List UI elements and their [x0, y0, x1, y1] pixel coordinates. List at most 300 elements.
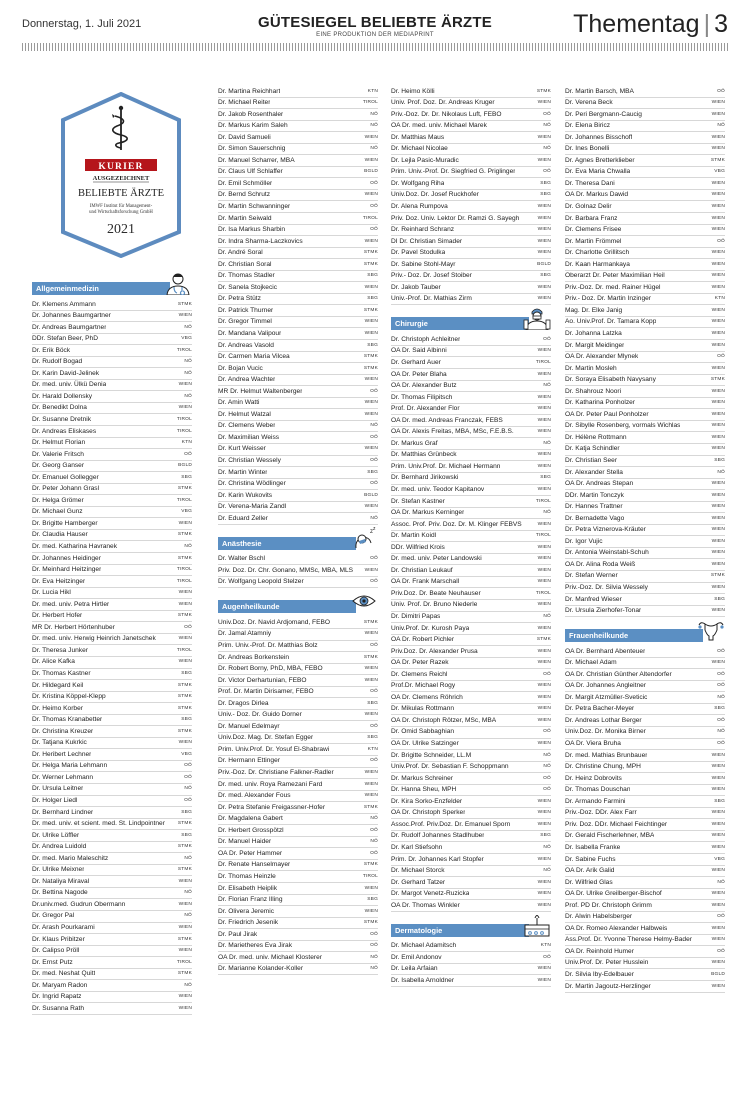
doctor-name: OA Dr. Peter Paul Ponholzer — [565, 410, 649, 418]
state-code: WIEN — [711, 764, 725, 770]
doctor-entry — [391, 554, 551, 566]
doctor-entry — [391, 427, 551, 439]
state-code: OÖ — [543, 787, 551, 793]
doctor-entry — [391, 508, 551, 520]
doctor-entry — [218, 929, 378, 941]
doctor-entry — [565, 594, 725, 606]
doctor-name: Dr. Walter Bschl — [218, 555, 266, 563]
state-code: WIEN — [178, 405, 192, 411]
doctor-name: Dr. med. Neshat Quitt — [32, 970, 96, 978]
doctor-name: Dr. Gerald Fischerlehner, MBA — [565, 832, 655, 840]
state-code: WIEN — [537, 706, 551, 712]
doctor-name: Dr. Susanne Dretnik — [32, 415, 92, 423]
doctor-name: Dr. Michael Storck — [391, 867, 445, 875]
masthead-subtitle: EINE PRODUKTION DER MEDIAPRINT — [316, 32, 434, 38]
doctor-name: Prof. Dr. Alexander Flor — [391, 405, 460, 413]
doctor-entry — [218, 248, 378, 260]
doctor-name: Dr. Thomas Kastner — [32, 670, 91, 677]
state-code: OÖ — [717, 238, 725, 244]
state-code: OÖ — [370, 556, 378, 562]
doctor-name: Dr. Stefan Kastner — [391, 497, 445, 505]
doctor-entry — [391, 144, 551, 156]
state-code: NÖ — [184, 890, 192, 896]
state-code: STMK — [710, 573, 725, 579]
doctor-name: DDr. Stefan Beer, PhD — [32, 335, 98, 343]
doctor-entry — [32, 992, 192, 1004]
doctor-name: OA Dr. Peter Razek — [391, 659, 449, 667]
doctor-name: OA Dr. Christoph Rötzer, MSc, MBA — [391, 716, 497, 724]
doctor-entry — [565, 178, 725, 190]
doctor-entry — [218, 490, 378, 502]
doctor-entry — [565, 294, 725, 306]
state-code: STMK — [363, 804, 378, 810]
doctor-entry — [218, 554, 378, 566]
state-code: NÖ — [184, 786, 192, 792]
doctor-entry — [391, 438, 551, 450]
doctor-name: Dr. Andreas Borkenstein — [218, 653, 290, 661]
doctor-entry — [565, 912, 725, 924]
doctor-entry — [218, 721, 378, 733]
doctor-entry — [32, 969, 192, 981]
doctor-entry — [565, 739, 725, 751]
state-code: SBG — [181, 809, 192, 815]
doctor-entry — [32, 715, 192, 727]
doctor-entry — [218, 565, 378, 577]
doctor-name: Univ.Prof. Dr. Kurosh Paya — [391, 624, 470, 632]
doctor-entry — [32, 380, 192, 392]
doctor-name: OA Dr. Thomas Winkler — [391, 901, 460, 909]
doctor-name: Dr. Hildegard Keil — [32, 681, 84, 689]
section-name: Thementag — [573, 10, 700, 38]
doctor-entry — [391, 577, 551, 589]
doctor-name: Dr. Petra Stefanie Freigassner-Hofer — [218, 803, 326, 811]
state-code: WIEN — [711, 891, 725, 897]
state-code: WIEN — [364, 134, 378, 140]
doctor-name: OA Dr. Alexis Freitas, MBA, MSc, F.E.B.S. — [391, 428, 514, 436]
doctor-name: Dr. Sanela Stojkecic — [218, 283, 278, 291]
state-code: WIEN — [711, 752, 725, 758]
state-code: WIEN — [711, 319, 725, 325]
state-code: WIEN — [537, 215, 551, 221]
doctor-name: Dr. med. Katharina Havranek — [32, 542, 118, 550]
doctor-entry — [218, 617, 378, 629]
doctor-name: Dr. Christine Chung, MPH — [565, 763, 641, 771]
doctor-entry — [391, 259, 551, 271]
doctor-entry — [565, 808, 725, 820]
state-code: OÖ — [717, 648, 725, 654]
state-code: OÖ — [370, 434, 378, 440]
doctor-entry — [32, 680, 192, 692]
doctor-entry — [565, 658, 725, 670]
category-header-allgemeinmedizin — [32, 275, 192, 295]
doctor-name: Univ. Prof. Doz. Dr. Andreas Kruger — [391, 99, 495, 107]
doctor-name: Dr. Bettina Nagode — [32, 889, 88, 897]
doctor-entry — [565, 213, 725, 225]
state-code: WIEN — [537, 625, 551, 631]
state-code: WIEN — [178, 659, 192, 665]
doctor-entry — [32, 1003, 192, 1015]
state-code: WIEN — [711, 925, 725, 931]
doctor-name: Dr. Theresa Dani — [565, 179, 615, 187]
state-code: WIEN — [537, 683, 551, 689]
doctor-entry — [565, 432, 725, 444]
state-code: WIEN — [711, 561, 725, 567]
state-code: OÖ — [543, 775, 551, 781]
state-code: NÖ — [543, 383, 551, 389]
doctor-name: Dr. Helga Maria Lehmann — [32, 762, 108, 770]
doctor-name: Dr. Petra Bacher-Meyer — [565, 705, 635, 713]
doctor-name: Dr. Armando Farmini — [565, 797, 626, 805]
doctor-entry — [218, 941, 378, 953]
doctor-entry — [565, 877, 725, 889]
doctor-entry — [391, 282, 551, 294]
doctor-entry — [218, 629, 378, 641]
state-code: OÖ — [370, 180, 378, 186]
doctor-name: Dr. med. Mario Maleschitz — [32, 854, 109, 862]
doctor-name: Dr. Bojan Vucic — [218, 364, 263, 372]
doctor-entry — [565, 513, 725, 525]
svg-text:z: z — [373, 525, 376, 532]
doctor-name: Prim. Univ.Prof. Dr. Yosuf El-Shabrawi — [218, 745, 330, 753]
doctor-name: Dr. Michael Reiter — [218, 99, 271, 107]
doctor-entry — [32, 299, 192, 311]
state-code: NÖ — [184, 982, 192, 988]
state-code: WIEN — [364, 284, 378, 290]
doctor-entry — [391, 842, 551, 854]
doctor-entry — [391, 704, 551, 716]
doctor-entry — [218, 860, 378, 872]
doctor-entry — [32, 495, 192, 507]
doctor-name: Dr. Katja Schindler — [565, 445, 620, 453]
state-code: SBG — [181, 671, 192, 676]
doctor-name: Dr. Marianne Kolander-Koller — [218, 965, 304, 973]
doctor-entry — [565, 167, 725, 179]
doctor-name: Dr. Meinhard Heitzinger — [32, 566, 102, 574]
state-code: OÖ — [717, 717, 725, 723]
doctor-entry — [565, 548, 725, 560]
page-header — [22, 0, 728, 58]
doctor-name: Dr. Omid Sabbaghian — [391, 728, 455, 736]
doctor-entry — [32, 819, 192, 831]
doctor-entry — [391, 669, 551, 681]
doctor-entry — [391, 565, 551, 577]
doctor-name: Dr. Andreas Vasold — [218, 341, 274, 349]
state-code: WIEN — [711, 411, 725, 417]
state-code: WIEN — [364, 666, 378, 672]
state-code: STMK — [177, 532, 192, 538]
doctor-entry — [32, 438, 192, 450]
doctor-entry — [218, 190, 378, 202]
doctor-name: Dr. Verena-Maria Zandl — [218, 503, 287, 511]
doctor-entry — [32, 622, 192, 634]
doctor-name: Priv.Doz. Dr. Alexander Prusa — [391, 647, 478, 655]
doctor-name: Univ.Doz. Dr. Monika Birner — [565, 728, 646, 736]
doctor-entry — [565, 225, 725, 237]
doctor-entry — [218, 802, 378, 814]
doctor-entry — [391, 225, 551, 237]
doctor-name: Dr. Michael Nicolae — [391, 145, 448, 153]
doctor-entry — [218, 664, 378, 676]
state-code: NÖ — [184, 359, 192, 365]
doctor-name: Priv.-Doz. Dr. med. Rainer Hügel — [565, 283, 661, 291]
doctor-entry — [391, 889, 551, 901]
state-code: WIEN — [711, 100, 725, 106]
doctor-entry — [565, 889, 725, 901]
doctor-name: Univ.Doz. Dr. Josef Ruckhofer — [391, 191, 479, 199]
doctor-entry — [218, 317, 378, 329]
doctor-name: Priv.-Doz. Dr. Christiane Falkner-Radler — [218, 769, 334, 777]
category-header-anasthesie — [218, 525, 378, 550]
doctor-name: Dr. Matthias Grünbeck — [391, 451, 457, 459]
doctor-name: Dr. Kira Sorko-Enzfelder — [391, 797, 463, 805]
doctor-entry — [32, 865, 192, 877]
state-code: STMK — [363, 619, 378, 625]
state-code: WIEN — [537, 891, 551, 897]
state-code: WIEN — [537, 134, 551, 140]
doctor-name: Dr. Verena Beck — [565, 99, 613, 107]
state-code: NÖ — [717, 123, 725, 129]
state-code: WIEN — [537, 429, 551, 435]
state-code: WIEN — [537, 100, 551, 106]
state-code: OÖ — [717, 354, 725, 360]
doctor-name: Dr. Rudolf Johannes Stadlhuber — [391, 832, 485, 840]
category-header-dermatologie — [391, 917, 551, 937]
doctor-entry — [565, 773, 725, 785]
doctor-name: Dr. Klaus Pribitzer — [32, 935, 85, 943]
state-code: OÖ — [717, 948, 725, 954]
doctor-name: Assoc. Prof. Priv. Doz. Dr. M. Klinger FEBVS — [391, 520, 522, 528]
doctor-name: OA Dr. Arik Galid — [565, 867, 615, 875]
doctor-name: Dr. Clemens Frisee — [565, 226, 622, 234]
doctor-entry — [565, 271, 725, 283]
doctor-name: Ass.Prof. Dr. Yvonne Therese Helmy-Bader — [565, 936, 692, 944]
doctor-name: Dr. Dragos Dirlea — [218, 699, 269, 707]
doctor-entry — [218, 502, 378, 514]
section-divider: | — [703, 10, 711, 38]
state-code: WIEN — [711, 388, 725, 394]
header-rule — [22, 43, 728, 51]
state-code: WIEN — [178, 590, 192, 596]
doctor-name: Dr. med. univ. Roya Ramezani Fard — [218, 780, 323, 788]
doctor-entry — [391, 762, 551, 774]
state-code: VBG — [181, 509, 192, 515]
doctor-entry — [32, 588, 192, 600]
sleeping-patient-icon — [350, 526, 378, 550]
doctor-entry — [218, 779, 378, 791]
state-code: WIEN — [711, 492, 725, 498]
doctor-entry — [32, 426, 192, 438]
doctor-name: Dr. Agnes Bretterklieber — [565, 156, 635, 164]
state-code: WIEN — [364, 908, 378, 914]
state-code: OÖ — [184, 624, 192, 630]
doctor-entry — [218, 883, 378, 895]
state-code: WIEN — [364, 677, 378, 683]
doctor-name: Dr. Martin Mosleh — [565, 364, 617, 372]
doctor-entry — [391, 404, 551, 416]
doctor-entry — [32, 980, 192, 992]
doctor-entry — [218, 386, 378, 398]
badge-brand: KURIER — [98, 162, 144, 172]
doctor-entry — [391, 964, 551, 976]
state-code: TIROL — [176, 428, 192, 434]
state-code: SBG — [714, 798, 725, 804]
doctor-entry — [32, 957, 192, 969]
doctor-entry — [391, 213, 551, 225]
state-code: SBG — [367, 342, 378, 348]
doctor-name: Dr. Emil Andonov — [391, 953, 442, 961]
doctor-entry — [391, 773, 551, 785]
doctor-name: Dr. Michael Gunz — [32, 508, 83, 516]
doctor-entry — [218, 294, 378, 306]
doctor-name: Dr. Andreas Baumgartner — [32, 323, 107, 331]
doctor-name: Prof. PD Dr. Christoph Grimm — [565, 901, 652, 909]
state-code: WIEN — [364, 330, 378, 336]
state-code: SBG — [181, 832, 192, 838]
state-code: WIEN — [364, 781, 378, 787]
state-code: WIEN — [178, 382, 192, 388]
doctor-name: Dr. Wolfgang Riha — [391, 179, 445, 187]
doctor-icon — [164, 271, 192, 295]
state-code: WIEN — [711, 400, 725, 406]
doctor-entry — [391, 588, 551, 600]
doctor-name: Dr. Isabella Arnoldner — [391, 976, 455, 984]
state-code: OÖ — [543, 671, 551, 677]
state-code: WIEN — [711, 423, 725, 429]
doctor-name: Dr. Alexander Stella — [565, 468, 623, 476]
doctor-entry — [391, 132, 551, 144]
doctor-entry — [391, 831, 551, 843]
doctor-entry — [32, 830, 192, 842]
doctor-entry — [32, 738, 192, 750]
doctor-name: Prim. Univ.-Prof. Dr. Siegfried G. Priglinger — [391, 168, 516, 176]
doctor-entry — [218, 271, 378, 283]
state-code: WIEN — [537, 227, 551, 233]
state-code: SBG — [714, 596, 725, 602]
doctor-entry — [218, 352, 378, 364]
doctor-name: Mag. Dr. Elke Janig — [565, 306, 623, 314]
state-code: WIEN — [178, 901, 192, 907]
doctor-entry — [565, 502, 725, 514]
page-number: 3 — [714, 10, 728, 38]
state-code: STMK — [177, 936, 192, 942]
state-code: NÖ — [717, 879, 725, 885]
state-code: STMK — [177, 844, 192, 850]
doctor-name: Dr. Florian Franz Illing — [218, 896, 283, 904]
category-title: Chirurgie — [391, 317, 529, 330]
doctor-name: Dr. Calipso Pröll — [32, 947, 80, 955]
doctor-name: MR Dr. Helmut Waltenberger — [218, 387, 303, 395]
doctor-entry — [218, 768, 378, 780]
column-2 — [218, 86, 378, 975]
doctor-entry — [391, 658, 551, 670]
doctor-name: Dr. Jakob Tauber — [391, 283, 441, 291]
doctor-name: OA Dr. Alina Roda Weiß — [565, 560, 636, 568]
state-code: WIEN — [711, 983, 725, 989]
doctor-name: Dr. Martin Jagoutz-Herzlinger — [565, 982, 651, 990]
state-code: TIROL — [535, 533, 551, 539]
doctor-name: Dr. Thomas Stadler — [218, 272, 275, 280]
doctor-entry — [391, 334, 551, 346]
doctor-entry — [32, 946, 192, 958]
doctor-name: Dr. Emil Schmöller — [218, 179, 273, 187]
doctor-name: Dr. Peri Bergmann-Caucig — [565, 110, 642, 118]
doctor-entry — [32, 611, 192, 623]
doctor-name: Univ.- Doz. Dr. Guido Dorner — [218, 711, 302, 719]
doctor-entry — [32, 518, 192, 530]
doctor-entry — [218, 577, 378, 589]
doctor-name: Dr. Arash Pourkarami — [32, 924, 95, 932]
doctor-entry — [32, 345, 192, 357]
doctor-entry — [218, 155, 378, 167]
doctor-name: Dr. Emanuel Gollegger — [32, 473, 99, 481]
doctor-name: Dr. Paul Jirak — [218, 930, 258, 938]
doctor-entry — [218, 225, 378, 237]
doctor-entry — [391, 854, 551, 866]
doctor-name: Dr. Magdalena Gabert — [218, 815, 283, 823]
doctor-name: Dr. Martin Koidl — [391, 532, 437, 540]
doctor-name: Priv.-Doz. Dr. Silvia Wessely — [565, 584, 648, 592]
doctor-name: Dr. Kurt Weisser — [218, 445, 266, 453]
doctor-entry — [218, 952, 378, 964]
state-code: WIEN — [178, 520, 192, 526]
badge-year: 2021 — [107, 222, 135, 237]
state-code: NÖ — [543, 752, 551, 758]
doctor-entry — [218, 733, 378, 745]
doctor-entry — [32, 322, 192, 334]
doctor-name: Dr. Eva Heitzinger — [32, 577, 86, 585]
doctor-entry — [565, 715, 725, 727]
doctor-name: Dr. Christian Wessely — [218, 457, 281, 464]
doctor-name: DI Dr. Christian Simader — [391, 237, 463, 245]
doctor-entry — [565, 144, 725, 156]
state-code: NÖ — [370, 423, 378, 429]
doctor-name: Dr. med. univ. Ülkü Denia — [32, 381, 107, 389]
state-code: WIEN — [364, 192, 378, 198]
doctor-entry — [32, 368, 192, 380]
doctor-entry — [565, 259, 725, 271]
state-code: STMK — [363, 920, 378, 926]
doctor-name: Dr. Christian Seer — [565, 457, 618, 464]
state-code: TIROL — [362, 873, 378, 879]
doctor-entry — [218, 398, 378, 410]
state-code: SBG — [367, 700, 378, 706]
column-4 — [565, 86, 725, 993]
doctor-name: Dr. Helmut Watzal — [218, 410, 271, 418]
doctor-entry — [565, 490, 725, 502]
state-code: STMK — [363, 365, 378, 371]
state-code: OÖ — [370, 689, 378, 695]
doctor-name: OA Dr. Reinhold Humer — [565, 947, 634, 955]
doctor-entry — [391, 900, 551, 912]
doctor-name: Dr. Karl Stiefsohn — [391, 843, 443, 851]
doctor-entry — [32, 842, 192, 854]
state-code: OÖ — [184, 798, 192, 804]
state-code: VBG — [181, 751, 192, 757]
doctor-entry — [565, 352, 725, 364]
state-code: WIEN — [711, 868, 725, 874]
doctor-entry — [32, 692, 192, 704]
state-code: OÖ — [543, 954, 551, 960]
doctor-name: Dr. Sabine Stohl-Mayr — [391, 260, 456, 268]
doctor-entry — [218, 213, 378, 225]
state-code: STMK — [177, 971, 192, 977]
doctor-name: Dr. Johannes Baumgartner — [32, 312, 111, 320]
doctor-name: Dr. Mikulas Rottmann — [391, 705, 455, 713]
state-code: WIEN — [711, 833, 725, 839]
doctor-entry — [565, 762, 725, 774]
state-code: BGLD — [364, 492, 378, 498]
doctor-entry — [218, 698, 378, 710]
